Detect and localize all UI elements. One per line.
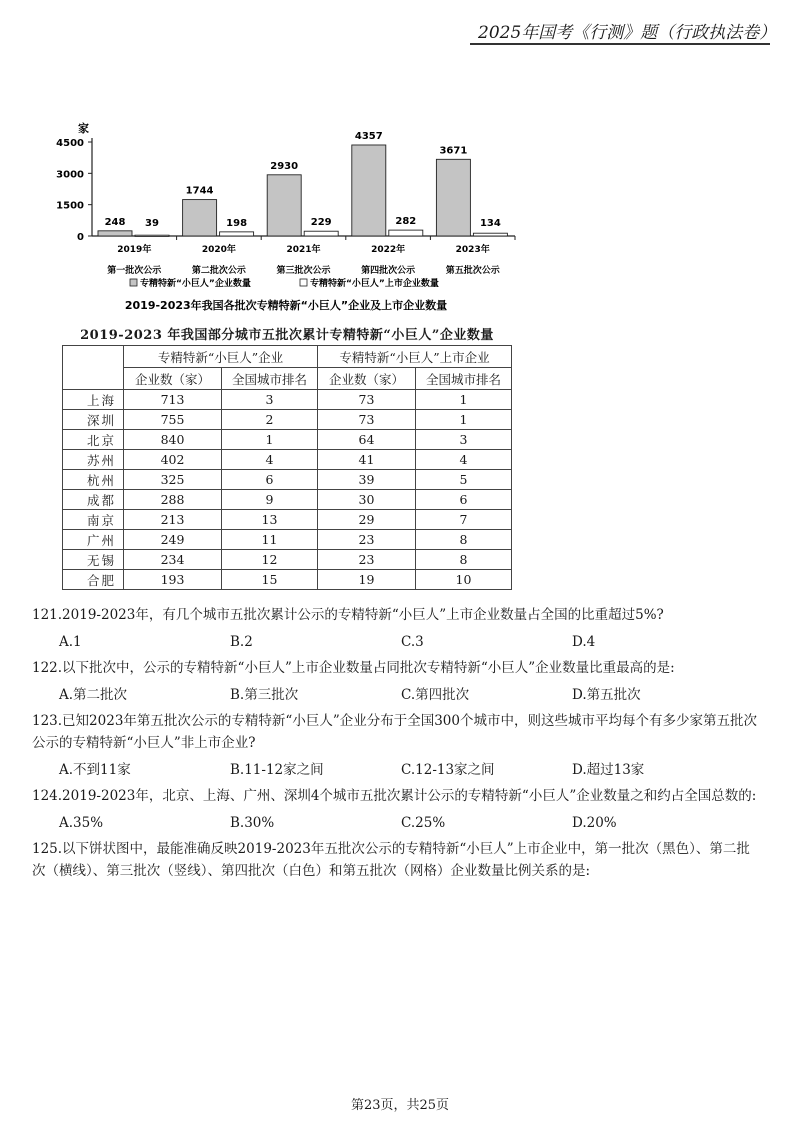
- answer-option[interactable]: C.12-13家之间: [401, 762, 495, 778]
- value-cell: 4: [222, 450, 318, 470]
- value-cell: 19: [318, 570, 416, 590]
- answer-option[interactable]: D.20%: [572, 815, 617, 831]
- enterprise-bar: [267, 175, 301, 236]
- table-row: [63, 550, 512, 570]
- value-cell: 11: [222, 530, 318, 550]
- data-label: 39: [145, 218, 159, 229]
- question-text: 122.以下批次中，公示的专精特新“小巨人”上市企业数量占同批次专精特新“小巨人”企业数量比重最高的是:: [32, 660, 675, 676]
- value-cell: 213: [124, 510, 222, 530]
- answer-option[interactable]: D.超过13家: [572, 762, 645, 778]
- x-sublabel: 第四批次公示: [361, 266, 416, 276]
- value-cell: 5: [416, 470, 512, 490]
- question-text: 123.已知2023年第五批次公示的专精特新“小巨人”企业分布于全国300个城市中，则这些城市平均每个有多少家第五批次公示的专精特新“小巨人”非上市企业?: [32, 713, 757, 751]
- value-cell: 73: [318, 410, 416, 430]
- listed-bar: [135, 235, 169, 236]
- value-cell: 6: [416, 490, 512, 510]
- value-cell: 23: [318, 530, 416, 550]
- value-cell: 8: [416, 530, 512, 550]
- data-label: 1744: [185, 185, 214, 197]
- value-cell: 29: [318, 510, 416, 530]
- group-header-enterprise: 专精特新“小巨人”企业: [124, 346, 318, 368]
- x-tick-label: 2020年: [201, 245, 236, 255]
- value-cell: 13: [222, 510, 318, 530]
- question: [32, 785, 762, 834]
- value-cell: 3: [416, 430, 512, 450]
- option-row: [32, 631, 762, 653]
- y-tick-label: 0: [77, 232, 84, 243]
- y-tick-label: 3000: [56, 169, 84, 181]
- data-label: 282: [395, 216, 417, 228]
- city-cell: 南京: [63, 510, 124, 530]
- table-row: [63, 410, 512, 430]
- question: [32, 710, 762, 781]
- value-cell: 4: [416, 450, 512, 470]
- answer-option[interactable]: B.11-12家之间: [230, 762, 324, 778]
- value-cell: 234: [124, 550, 222, 570]
- value-cell: 73: [318, 390, 416, 410]
- answer-option[interactable]: A.35%: [59, 815, 104, 831]
- enterprise-bar: [436, 159, 470, 236]
- value-cell: 15: [222, 570, 318, 590]
- x-sublabel: 第二批次公示: [191, 266, 246, 276]
- x-sublabel: 第五批次公示: [445, 266, 500, 276]
- value-cell: 713: [124, 390, 222, 410]
- option-row: [32, 759, 762, 781]
- bar-chart: [50, 118, 520, 318]
- table-row: [63, 430, 512, 450]
- value-cell: 8: [416, 550, 512, 570]
- value-cell: 249: [124, 530, 222, 550]
- city-cell: 深圳: [63, 410, 124, 430]
- x-sublabel: 第三批次公示: [276, 266, 331, 276]
- value-cell: 39: [318, 470, 416, 490]
- legend-label: 专精特新“小巨人”企业数量: [140, 279, 251, 289]
- city-table: [62, 345, 512, 590]
- city-cell: 苏州: [63, 450, 124, 470]
- value-cell: 3: [222, 390, 318, 410]
- sub-header: 企业数（家）: [124, 368, 222, 390]
- legend-swatch: [130, 279, 137, 286]
- answer-option[interactable]: A.1: [59, 634, 82, 650]
- data-label: 3671: [439, 145, 468, 157]
- data-label: 248: [104, 216, 126, 228]
- value-cell: 30: [318, 490, 416, 510]
- table-corner-cell: [63, 346, 124, 390]
- value-cell: 6: [222, 470, 318, 490]
- x-tick-label: 2019年: [117, 245, 152, 255]
- x-sublabel: 第一批次公示: [107, 266, 162, 276]
- table-row: [63, 510, 512, 530]
- listed-bar: [304, 231, 338, 236]
- value-cell: 1: [222, 430, 318, 450]
- y-tick-label: 1500: [56, 200, 84, 212]
- answer-option[interactable]: B.2: [230, 634, 253, 650]
- legend-label: 专精特新“小巨人”上市企业数量: [310, 279, 439, 289]
- enterprise-bar: [183, 200, 217, 236]
- value-cell: 1: [416, 390, 512, 410]
- answer-option[interactable]: B.30%: [230, 815, 275, 831]
- table-row: [63, 390, 512, 410]
- value-cell: 288: [124, 490, 222, 510]
- city-cell: 成都: [63, 490, 124, 510]
- y-axis-unit: 家: [78, 122, 89, 135]
- answer-option[interactable]: A.第二批次: [59, 687, 128, 703]
- sub-header: 全国城市排名: [222, 368, 318, 390]
- value-cell: 402: [124, 450, 222, 470]
- city-cell: 北京: [63, 430, 124, 450]
- sub-header: 全国城市排名: [416, 368, 512, 390]
- answer-option[interactable]: C.3: [401, 634, 424, 650]
- answer-option[interactable]: D.4: [572, 634, 596, 650]
- page-header-title: 2025年国考《行测》题（行政执法卷）: [478, 23, 777, 43]
- value-cell: 325: [124, 470, 222, 490]
- data-label: 4357: [354, 130, 383, 142]
- value-cell: 64: [318, 430, 416, 450]
- y-tick-label: 4500: [56, 138, 84, 149]
- answer-option[interactable]: D.第五批次: [572, 687, 641, 703]
- listed-bar: [220, 232, 254, 236]
- city-cell: 合肥: [63, 570, 124, 590]
- city-cell: 杭州: [63, 470, 124, 490]
- value-cell: 12: [222, 550, 318, 570]
- group-header-listed: 专精特新“小巨人”上市企业: [318, 346, 512, 368]
- data-label: 134: [479, 218, 501, 229]
- question: [32, 838, 762, 882]
- data-label: 2930: [270, 160, 299, 172]
- chart-title: 2019-2023年我国各批次专精特新“小巨人”企业及上市企业数量: [124, 299, 448, 312]
- listed-bar: [389, 230, 423, 236]
- table-title: 2019-2023 年我国部分城市五批次累计专精特新“小巨人”企业数量: [80, 328, 494, 343]
- enterprise-bar: [98, 231, 132, 236]
- city-cell: 无锡: [63, 550, 124, 570]
- value-cell: 23: [318, 550, 416, 570]
- table-row: [63, 470, 512, 490]
- x-tick-label: 2021年: [286, 245, 321, 255]
- page-footer: 第23页，共25页: [350, 1098, 450, 1113]
- answer-option[interactable]: C.第四批次: [401, 687, 470, 703]
- option-row: [32, 812, 762, 834]
- enterprise-bar: [352, 145, 386, 236]
- question-text: 125.以下饼状图中，最能准确反映2019-2023年五批次公示的专精特新“小巨人”上市企业中，第一批次（黑色）、第二批次（横线）、第三批次（竖线）、第四批次（白色）和第五批次（网格）企业数量比例关系的是:: [32, 841, 750, 879]
- table-row: [63, 530, 512, 550]
- value-cell: 2: [222, 410, 318, 430]
- value-cell: 1: [416, 410, 512, 430]
- city-cell: 广州: [63, 530, 124, 550]
- value-cell: 840: [124, 430, 222, 450]
- table-row: [63, 490, 512, 510]
- option-row: [32, 684, 762, 706]
- legend-swatch: [300, 279, 307, 286]
- value-cell: 7: [416, 510, 512, 530]
- table-row: [63, 450, 512, 470]
- question-text: 124.2019-2023年，北京、上海、广州、深圳4个城市五批次累计公示的专精特新“小巨人”企业数量之和约占全国总数的:: [32, 788, 757, 804]
- answer-option[interactable]: C.25%: [401, 815, 446, 831]
- question: [32, 657, 762, 706]
- question-list: [32, 604, 762, 882]
- data-label: 198: [226, 217, 248, 229]
- value-cell: 193: [124, 570, 222, 590]
- question: [32, 604, 762, 653]
- x-tick-label: 2022年: [371, 245, 406, 255]
- answer-option[interactable]: B.第三批次: [230, 687, 299, 703]
- value-cell: 10: [416, 570, 512, 590]
- sub-header: 企业数（家）: [318, 368, 416, 390]
- value-cell: 755: [124, 410, 222, 430]
- data-label: 229: [310, 217, 332, 229]
- header-rule: [470, 43, 770, 45]
- city-cell: 上海: [63, 390, 124, 410]
- x-tick-label: 2023年: [455, 245, 490, 255]
- value-cell: 41: [318, 450, 416, 470]
- table-row: [63, 570, 512, 590]
- listed-bar: [473, 233, 507, 236]
- value-cell: 9: [222, 490, 318, 510]
- answer-option[interactable]: A.不到11家: [59, 762, 131, 778]
- question-text: 121.2019-2023年，有几个城市五批次累计公示的专精特新“小巨人”上市企业数量占全国的比重超过5%?: [32, 607, 664, 623]
